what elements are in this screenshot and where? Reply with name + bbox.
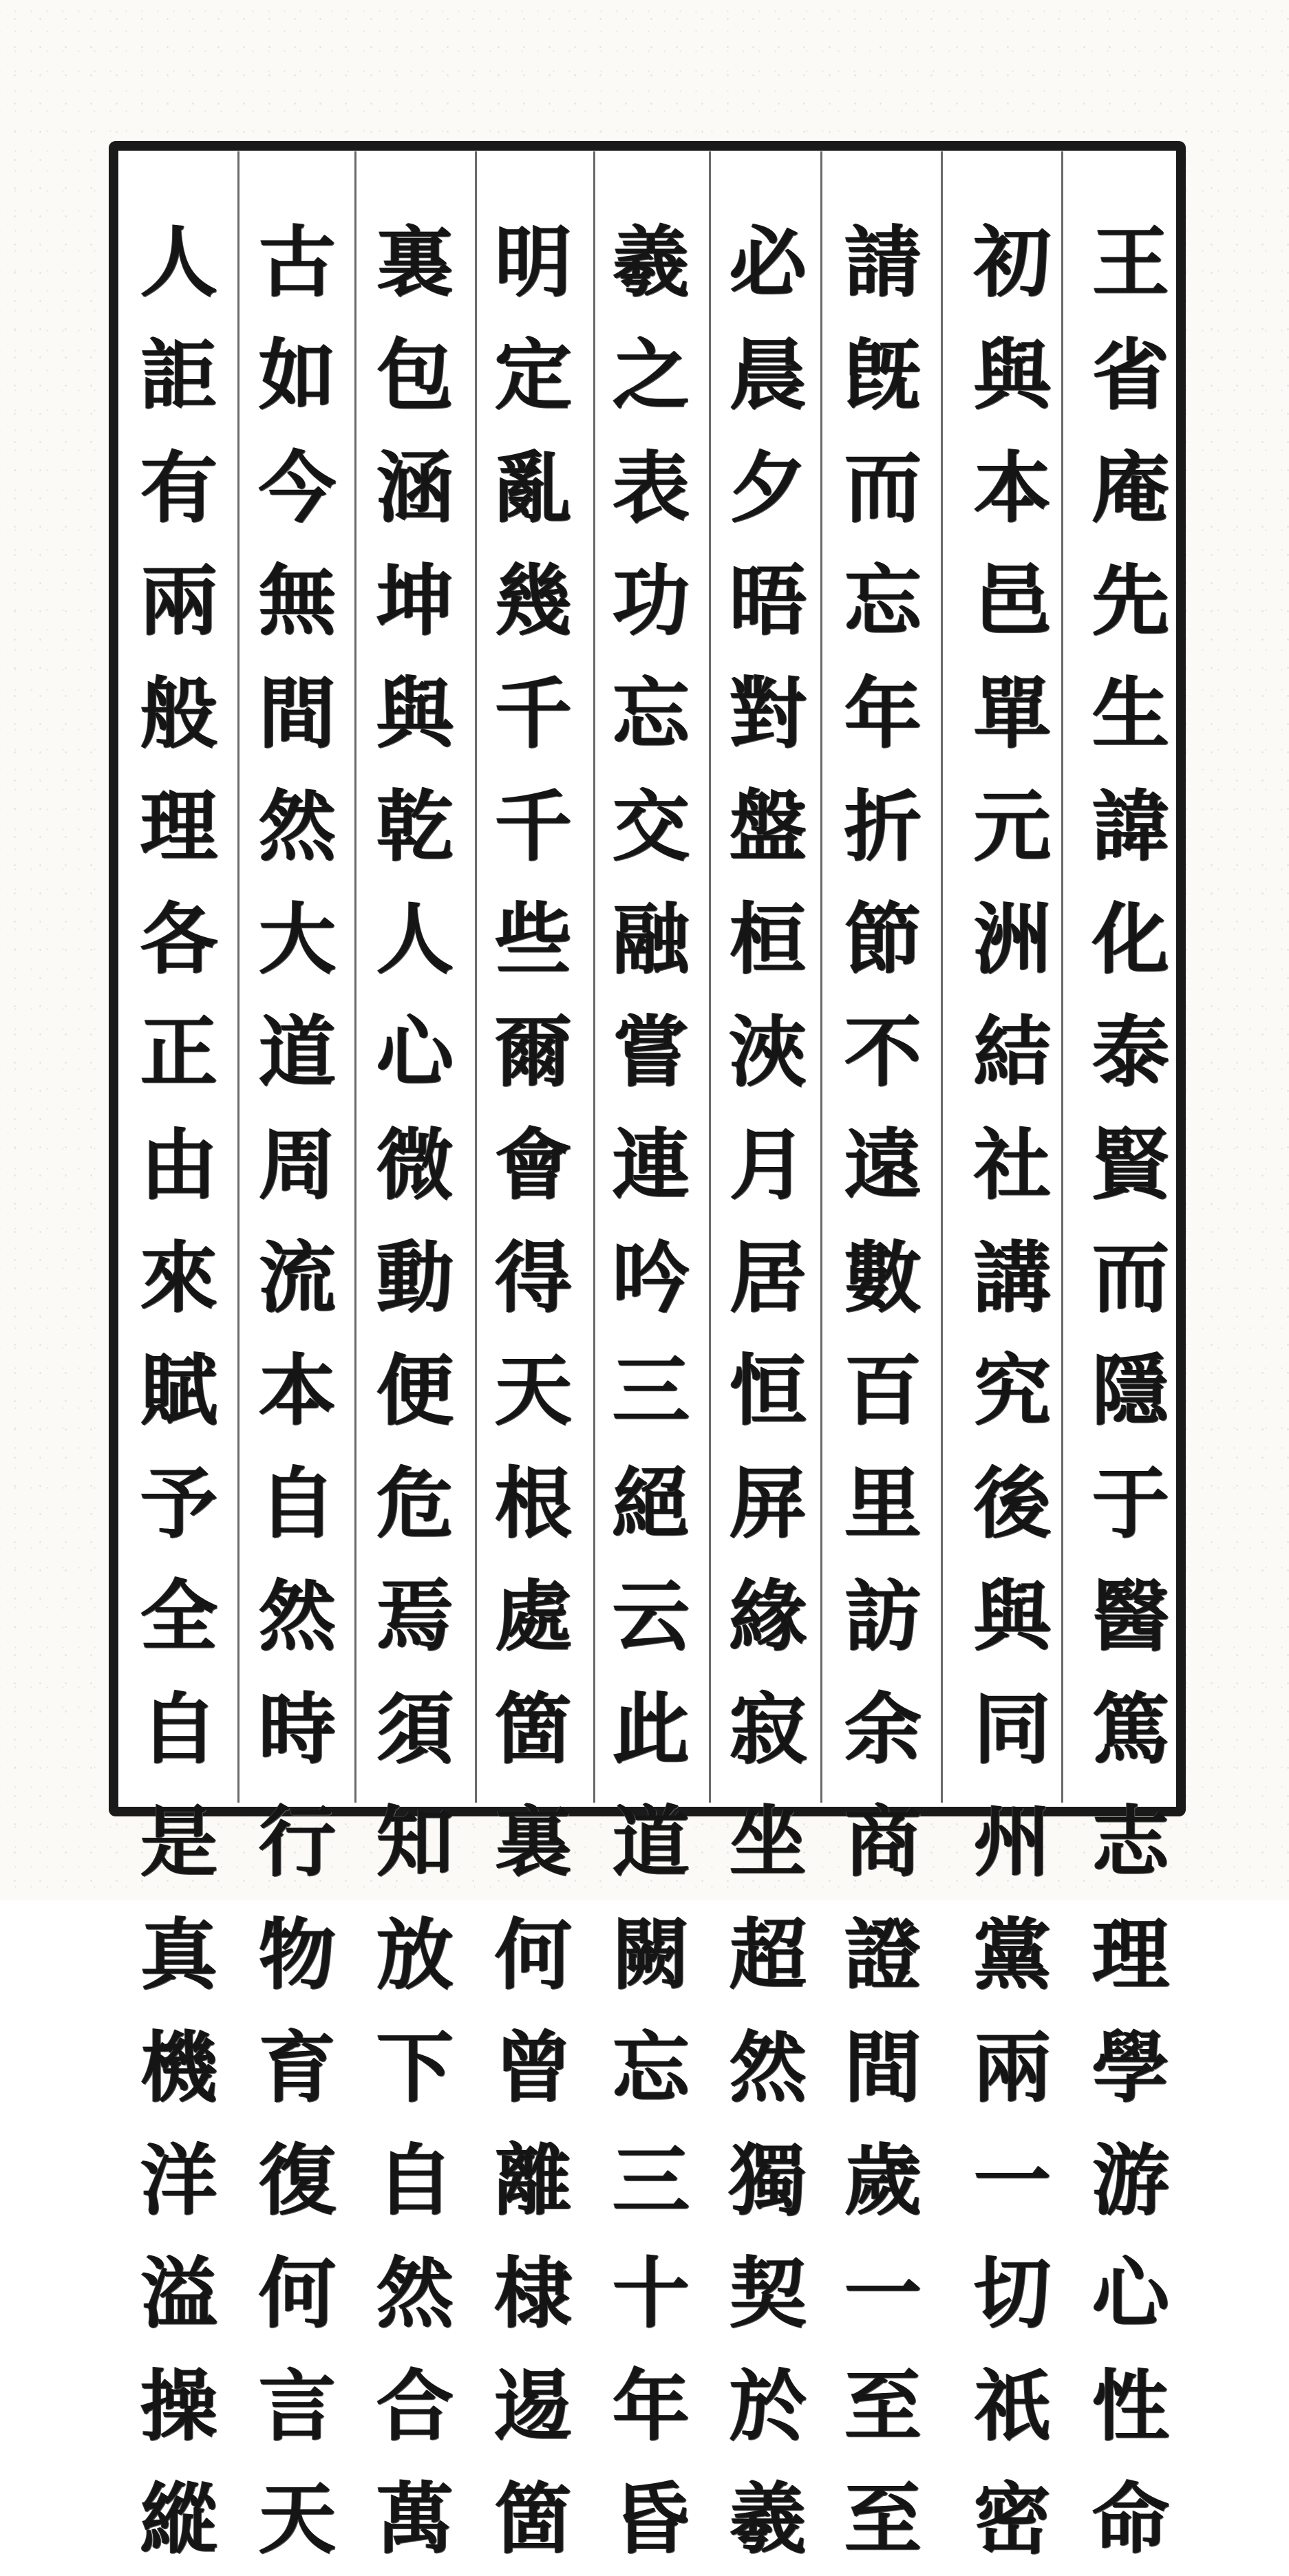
glyph: 邑	[974, 556, 1051, 646]
glyph: 性	[1092, 2361, 1169, 2451]
glyph: 天	[495, 1346, 572, 1436]
glyph: 三	[612, 1346, 690, 1436]
glyph: 諱	[1092, 782, 1169, 872]
glyph: 社	[974, 1120, 1051, 1210]
text-column-6	[478, 206, 588, 2576]
glyph: 涵	[376, 443, 454, 533]
glyph: 化	[1092, 894, 1169, 985]
glyph: 予	[140, 1459, 217, 1549]
glyph: 三	[612, 2136, 690, 2226]
glyph: 合	[376, 2361, 454, 2451]
text-column-3	[828, 206, 938, 2576]
glyph: 動	[376, 1233, 454, 1323]
glyph: 切	[974, 2248, 1051, 2339]
glyph: 道	[259, 1007, 336, 1097]
glyph: 道	[612, 1797, 690, 1887]
glyph: 先	[1092, 556, 1169, 646]
glyph: 離	[495, 2136, 572, 2226]
glyph: 結	[974, 1007, 1051, 1097]
glyph: 有	[140, 443, 217, 533]
glyph: 來	[140, 1233, 217, 1323]
glyph: 定	[495, 330, 572, 420]
glyph: 晨	[729, 330, 807, 420]
glyph: 與	[974, 1571, 1051, 1662]
glyph: 會	[495, 1120, 572, 1210]
glyph: 復	[259, 2136, 336, 2226]
glyph: 由	[140, 1120, 217, 1210]
glyph: 生	[1092, 669, 1169, 759]
glyph: 與	[974, 330, 1051, 420]
glyph: 庵	[1092, 443, 1169, 533]
glyph: 證	[844, 1910, 922, 2000]
column-rule	[237, 151, 239, 1803]
glyph: 兩	[140, 556, 217, 646]
column-rule	[475, 151, 477, 1803]
glyph: 何	[259, 2248, 336, 2339]
glyph: 溢	[140, 2248, 217, 2339]
glyph: 歲	[844, 2136, 922, 2226]
glyph: 與	[376, 669, 454, 759]
glyph: 而	[844, 443, 922, 533]
glyph: 曾	[495, 2023, 572, 2113]
glyph: 遠	[844, 1120, 922, 1210]
glyph: 古	[259, 217, 336, 308]
column-rule	[941, 151, 943, 1803]
glyph: 里	[844, 1459, 922, 1549]
glyph: 融	[612, 894, 690, 985]
glyph: 月	[729, 1120, 807, 1210]
glyph: 便	[376, 1346, 454, 1436]
glyph: 千	[495, 669, 572, 759]
glyph: 人	[376, 894, 454, 985]
glyph: 心	[376, 1007, 454, 1097]
glyph: 焉	[376, 1571, 454, 1662]
glyph: 各	[140, 894, 217, 985]
glyph: 單	[974, 669, 1051, 759]
glyph: 正	[140, 1007, 217, 1097]
glyph: 爾	[495, 1007, 572, 1097]
text-column-1	[1076, 206, 1186, 2576]
glyph: 育	[259, 2023, 336, 2113]
glyph: 時	[259, 1684, 336, 1774]
glyph: 真	[140, 1910, 217, 2000]
glyph: 賦	[140, 1346, 217, 1436]
column-rule	[593, 151, 595, 1803]
glyph: 裏	[376, 217, 454, 308]
glyph: 人	[140, 217, 217, 308]
glyph: 數	[844, 1233, 922, 1323]
glyph: 理	[140, 782, 217, 872]
glyph: 游	[1092, 2136, 1169, 2226]
glyph: 年	[612, 2361, 690, 2451]
glyph: 至	[844, 2474, 922, 2564]
glyph: 千	[495, 782, 572, 872]
glyph: 至	[844, 2361, 922, 2451]
glyph: 旣	[844, 330, 922, 420]
glyph: 此	[612, 1684, 690, 1774]
glyph: 夕	[729, 443, 807, 533]
text-column-2	[957, 206, 1067, 2576]
text-column-7	[360, 206, 470, 2576]
glyph: 之	[612, 330, 690, 420]
glyph: 棣	[495, 2248, 572, 2339]
glyph: 然	[376, 2248, 454, 2339]
glyph: 嘗	[612, 1007, 690, 1097]
glyph: 坐	[729, 1797, 807, 1887]
glyph: 浹	[729, 1007, 807, 1097]
glyph: 節	[844, 894, 922, 985]
glyph: 同	[974, 1684, 1051, 1774]
glyph: 獨	[729, 2136, 807, 2226]
glyph: 知	[376, 1797, 454, 1887]
glyph: 本	[259, 1346, 336, 1436]
glyph: 忘	[612, 669, 690, 759]
glyph: 泰	[1092, 1007, 1169, 1097]
glyph: 交	[612, 782, 690, 872]
glyph: 萬	[376, 2474, 454, 2564]
glyph: 連	[612, 1120, 690, 1210]
glyph: 緣	[729, 1571, 807, 1662]
glyph: 乾	[376, 782, 454, 872]
glyph: 余	[844, 1684, 922, 1774]
glyph: 逷	[495, 2361, 572, 2451]
text-column-4	[713, 206, 823, 2576]
glyph: 密	[974, 2474, 1051, 2564]
glyph: 流	[259, 1233, 336, 1323]
glyph: 物	[259, 1910, 336, 2000]
glyph: 自	[376, 2136, 454, 2226]
glyph: 些	[495, 894, 572, 985]
glyph: 機	[140, 2023, 217, 2113]
glyph: 微	[376, 1120, 454, 1210]
glyph: 是	[140, 1797, 217, 1887]
glyph: 羲	[612, 217, 690, 308]
glyph: 祇	[974, 2361, 1051, 2451]
glyph: 超	[729, 1910, 807, 2000]
glyph: 篤	[1092, 1684, 1169, 1774]
glyph: 年	[844, 669, 922, 759]
glyph: 行	[259, 1797, 336, 1887]
column-rule	[709, 151, 711, 1803]
glyph: 省	[1092, 330, 1169, 420]
glyph: 心	[1092, 2248, 1169, 2339]
text-column-5	[596, 206, 706, 2576]
glyph: 根	[495, 1459, 572, 1549]
glyph: 放	[376, 1910, 454, 2000]
glyph: 表	[612, 443, 690, 533]
glyph: 盤	[729, 782, 807, 872]
glyph: 洋	[140, 2136, 217, 2226]
glyph: 十	[612, 2248, 690, 2339]
glyph: 不	[844, 1007, 922, 1097]
glyph: 明	[495, 217, 572, 308]
glyph: 然	[729, 2023, 807, 2113]
glyph: 昏	[612, 2474, 690, 2564]
glyph: 然	[259, 1571, 336, 1662]
glyph: 元	[974, 782, 1051, 872]
glyph: 理	[1092, 1910, 1169, 2000]
glyph: 何	[495, 1910, 572, 2000]
glyph: 言	[259, 2361, 336, 2451]
glyph: 講	[974, 1233, 1051, 1323]
glyph: 命	[1092, 2474, 1169, 2564]
glyph: 究	[974, 1346, 1051, 1436]
glyph: 學	[1092, 2023, 1169, 2113]
glyph: 對	[729, 669, 807, 759]
glyph: 箇	[495, 2474, 572, 2564]
glyph: 大	[259, 894, 336, 985]
glyph: 自	[140, 1684, 217, 1774]
glyph: 折	[844, 782, 922, 872]
glyph: 全	[140, 1571, 217, 1662]
glyph: 下	[376, 2023, 454, 2113]
glyph: 恒	[729, 1346, 807, 1436]
glyph: 周	[259, 1120, 336, 1210]
glyph: 百	[844, 1346, 922, 1436]
glyph: 醫	[1092, 1571, 1169, 1662]
glyph: 志	[1092, 1797, 1169, 1887]
glyph: 間	[259, 669, 336, 759]
glyph: 得	[495, 1233, 572, 1323]
glyph: 幾	[495, 556, 572, 646]
glyph: 後	[974, 1459, 1051, 1549]
glyph: 忘	[612, 2023, 690, 2113]
glyph: 處	[495, 1571, 572, 1662]
glyph: 云	[612, 1571, 690, 1662]
glyph: 于	[1092, 1459, 1169, 1549]
glyph: 般	[140, 669, 217, 759]
glyph: 而	[1092, 1233, 1169, 1323]
glyph: 隱	[1092, 1346, 1169, 1436]
glyph: 絕	[612, 1459, 690, 1549]
glyph: 自	[259, 1459, 336, 1549]
column-rule	[354, 151, 356, 1803]
glyph: 忘	[844, 556, 922, 646]
glyph: 本	[974, 443, 1051, 533]
glyph: 一	[974, 2136, 1051, 2226]
glyph: 操	[140, 2361, 217, 2451]
glyph: 坤	[376, 556, 454, 646]
glyph: 桓	[729, 894, 807, 985]
glyph: 須	[376, 1684, 454, 1774]
glyph: 間	[844, 2023, 922, 2113]
glyph: 賢	[1092, 1120, 1169, 1210]
glyph: 無	[259, 556, 336, 646]
glyph: 縱	[140, 2474, 217, 2564]
glyph: 晤	[729, 556, 807, 646]
glyph: 州	[974, 1797, 1051, 1887]
glyph: 一	[844, 2248, 922, 2339]
glyph: 然	[259, 782, 336, 872]
glyph: 寂	[729, 1684, 807, 1774]
glyph: 功	[612, 556, 690, 646]
glyph: 請	[844, 217, 922, 308]
glyph: 初	[974, 217, 1051, 308]
glyph: 於	[729, 2361, 807, 2451]
glyph: 黨	[974, 1910, 1051, 2000]
glyph: 危	[376, 1459, 454, 1549]
text-column-9	[124, 206, 234, 2576]
glyph: 裏	[495, 1797, 572, 1887]
glyph: 羲	[729, 2474, 807, 2564]
glyph: 如	[259, 330, 336, 420]
glyph: 兩	[974, 2023, 1051, 2113]
glyph: 王	[1092, 217, 1169, 308]
glyph: 居	[729, 1233, 807, 1323]
glyph: 吟	[612, 1233, 690, 1323]
glyph: 屏	[729, 1459, 807, 1549]
glyph: 商	[844, 1797, 922, 1887]
text-column-8	[242, 206, 352, 2576]
glyph: 洲	[974, 894, 1051, 985]
glyph: 詎	[140, 330, 217, 420]
glyph: 亂	[495, 443, 572, 533]
glyph: 訪	[844, 1571, 922, 1662]
glyph: 箇	[495, 1684, 572, 1774]
glyph: 今	[259, 443, 336, 533]
glyph: 闕	[612, 1910, 690, 2000]
glyph: 天	[259, 2474, 336, 2564]
glyph: 契	[729, 2248, 807, 2339]
glyph: 必	[729, 217, 807, 308]
glyph: 包	[376, 330, 454, 420]
